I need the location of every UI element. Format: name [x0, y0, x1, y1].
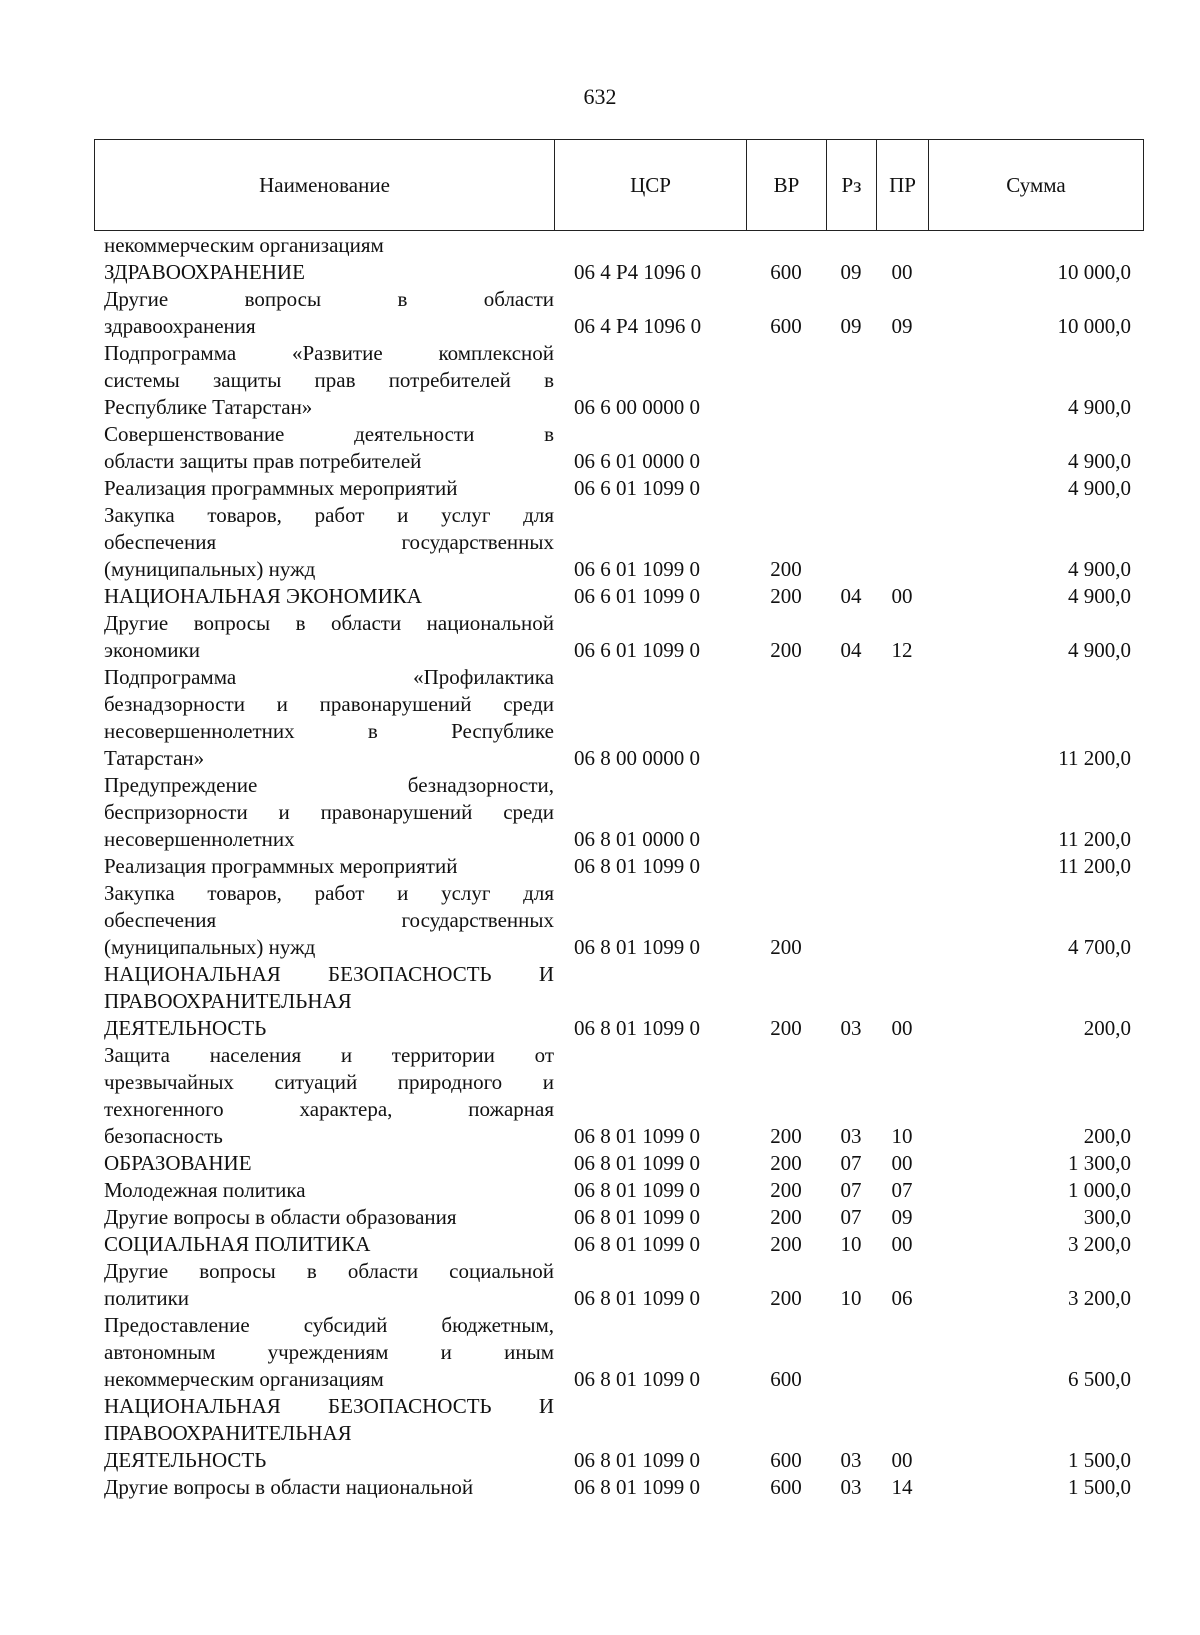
row-rz: 10	[840, 1286, 862, 1310]
row-csr: 06 6 01 1099 0	[574, 584, 700, 608]
row-vr: 200	[770, 1205, 802, 1229]
row-name	[94, 1177, 554, 1204]
row-name-line: системы защиты прав потребителей в	[104, 368, 554, 392]
row-name-line: некоммерческим организациям	[104, 1367, 384, 1391]
row-csr: 06 4 P4 1096 0	[574, 260, 702, 284]
row-csr: 06 4 P4 1096 0	[574, 314, 702, 338]
row-vr: 600	[770, 1367, 802, 1391]
header-vr: ВР	[747, 140, 827, 231]
row-rz: 04	[840, 584, 862, 608]
row-name-line: Защита населения и территории от	[104, 1043, 554, 1067]
row-name	[94, 1042, 554, 1150]
header-sum: Сумма	[929, 140, 1144, 231]
row-sum: 1 500,0	[1068, 1475, 1131, 1499]
row-name-line: ПРАВООХРАНИТЕЛЬНАЯ	[104, 989, 352, 1013]
row-name	[94, 286, 554, 340]
row-sum: 1 000,0	[1068, 1178, 1131, 1202]
row-pr: 00	[891, 584, 913, 608]
row-name	[94, 232, 554, 259]
row-vr: 200	[770, 1286, 802, 1310]
row-name-line: Другие вопросы в области национальной	[104, 611, 554, 635]
row-sum: 200,0	[1083, 1124, 1131, 1148]
row-name	[94, 1204, 554, 1231]
row-name	[94, 1312, 554, 1393]
row-name-line: Предоставление субсидий бюджетным,	[104, 1313, 554, 1337]
row-name-line: Закупка товаров, работ и услуг для	[104, 881, 554, 905]
table-row	[94, 1474, 1143, 1501]
row-pr: 00	[891, 260, 913, 284]
row-name-line: Татарстан»	[104, 746, 205, 770]
row-csr: 06 6 01 1099 0	[574, 476, 700, 500]
row-name-line: обеспечения государственных	[104, 530, 554, 554]
row-name-line: здравоохранения	[104, 314, 256, 338]
row-sum: 4 900,0	[1068, 638, 1131, 662]
row-name-line: Молодежная политика	[104, 1178, 306, 1202]
row-name-line: НАЦИОНАЛЬНАЯ БЕЗОПАСНОСТЬ И	[104, 1394, 554, 1418]
row-name	[94, 1231, 554, 1258]
row-name	[94, 502, 554, 583]
row-pr: 00	[891, 1016, 913, 1040]
row-rz: 07	[840, 1205, 862, 1229]
row-sum: 4 900,0	[1068, 395, 1131, 419]
row-sum: 4 900,0	[1068, 476, 1131, 500]
row-csr: 06 8 01 1099 0	[574, 1232, 700, 1256]
row-csr: 06 8 01 1099 0	[574, 1205, 700, 1229]
row-csr: 06 6 00 0000 0	[574, 395, 700, 419]
row-name-line: обеспечения государственных	[104, 908, 554, 932]
row-name-line: (муниципальных) нужд	[104, 557, 316, 581]
row-sum: 3 200,0	[1068, 1286, 1131, 1310]
row-csr: 06 8 01 1099 0	[574, 935, 700, 959]
row-name-line: беспризорности и правонарушений среди	[104, 800, 554, 824]
row-name	[94, 1150, 554, 1177]
table-row	[94, 880, 1143, 961]
row-name	[94, 1474, 554, 1501]
row-csr: 06 6 01 0000 0	[574, 449, 700, 473]
header-name: Наименование	[95, 140, 555, 231]
row-name-line: несовершеннолетних	[104, 827, 295, 851]
row-name-line: некоммерческим организациям	[104, 233, 384, 257]
row-pr: 07	[891, 1178, 913, 1202]
row-sum: 4 900,0	[1068, 557, 1131, 581]
row-rz: 07	[840, 1178, 862, 1202]
row-name-line: ЗДРАВООХРАНЕНИЕ	[104, 260, 305, 284]
table-row	[94, 1393, 1143, 1474]
row-sum: 3 200,0	[1068, 1232, 1131, 1256]
row-name	[94, 475, 554, 502]
row-csr: 06 8 01 1099 0	[574, 854, 700, 878]
row-name-line: безопасность	[104, 1124, 223, 1148]
row-sum: 11 200,0	[1058, 854, 1131, 878]
row-name-line: Предупреждение безнадзорности,	[104, 773, 554, 797]
row-csr: 06 8 01 1099 0	[574, 1178, 700, 1202]
row-name-line: Совершенствование деятельности в	[104, 422, 554, 446]
row-vr: 600	[770, 260, 802, 284]
row-pr: 00	[891, 1448, 913, 1472]
row-pr: 12	[891, 638, 913, 662]
row-pr: 10	[891, 1124, 913, 1148]
row-sum: 10 000,0	[1057, 314, 1131, 338]
row-rz: 03	[840, 1448, 862, 1472]
row-sum: 1 500,0	[1068, 1448, 1131, 1472]
row-rz: 10	[840, 1232, 862, 1256]
row-vr: 200	[770, 1016, 802, 1040]
row-rz: 09	[840, 314, 862, 338]
row-vr: 200	[770, 584, 802, 608]
table-row	[94, 232, 1143, 259]
row-sum: 1 300,0	[1068, 1151, 1131, 1175]
table-row	[94, 1204, 1143, 1231]
row-name-line: ОБРАЗОВАНИЕ	[104, 1151, 252, 1175]
row-pr: 09	[891, 314, 913, 338]
row-name-line: политики	[104, 1286, 190, 1310]
row-csr: 06 8 01 0000 0	[574, 827, 700, 851]
row-sum: 200,0	[1083, 1016, 1131, 1040]
table-row	[94, 259, 1143, 286]
row-rz: 03	[840, 1124, 862, 1148]
row-sum: 10 000,0	[1057, 260, 1131, 284]
row-sum: 4 700,0	[1068, 935, 1131, 959]
row-name-line: Реализация программных мероприятий	[104, 476, 458, 500]
row-name	[94, 340, 554, 421]
table-row	[94, 664, 1143, 772]
row-name	[94, 961, 554, 1042]
table-row	[94, 1177, 1143, 1204]
row-sum: 6 500,0	[1068, 1367, 1131, 1391]
table-row	[94, 853, 1143, 880]
row-name-line: Подпрограмма «Развитие комплексной	[104, 341, 554, 365]
row-csr: 06 8 01 1099 0	[574, 1475, 700, 1499]
table-row	[94, 772, 1143, 853]
row-name	[94, 1258, 554, 1312]
row-name-line: Реализация программных мероприятий	[104, 854, 458, 878]
row-sum: 11 200,0	[1058, 746, 1131, 770]
row-name-line: ПРАВООХРАНИТЕЛЬНАЯ	[104, 1421, 352, 1445]
row-name	[94, 259, 554, 286]
row-csr: 06 6 01 1099 0	[574, 638, 700, 662]
table-row	[94, 1312, 1143, 1393]
row-csr: 06 8 01 1099 0	[574, 1448, 700, 1472]
table-row	[94, 1150, 1143, 1177]
row-vr: 200	[770, 638, 802, 662]
row-rz: 07	[840, 1151, 862, 1175]
table-row	[94, 610, 1143, 664]
row-csr: 06 8 01 1099 0	[574, 1367, 700, 1391]
row-vr: 200	[770, 935, 802, 959]
row-name	[94, 610, 554, 664]
row-rz: 03	[840, 1016, 862, 1040]
row-vr: 600	[770, 1448, 802, 1472]
row-sum: 4 900,0	[1068, 584, 1131, 608]
table-row	[94, 475, 1143, 502]
row-csr: 06 6 01 1099 0	[574, 557, 700, 581]
row-vr: 200	[770, 1232, 802, 1256]
row-name-line: ДЕЯТЕЛЬНОСТЬ	[104, 1448, 267, 1472]
row-name-line: чрезвычайных ситуаций природного и	[104, 1070, 554, 1094]
row-pr: 09	[891, 1205, 913, 1229]
table-row	[94, 1231, 1143, 1258]
row-name	[94, 664, 554, 772]
row-sum: 11 200,0	[1058, 827, 1131, 851]
header-csr: ЦСР	[555, 140, 747, 231]
row-name-line: Подпрограмма «Профилактика	[104, 665, 554, 689]
row-name-line: техногенного характера, пожарная	[104, 1097, 554, 1121]
row-name-line: области защиты прав потребителей	[104, 449, 422, 473]
table-header	[94, 139, 1144, 231]
row-name	[94, 880, 554, 961]
row-name-line: Закупка товаров, работ и услуг для	[104, 503, 554, 527]
row-vr: 200	[770, 1124, 802, 1148]
table-row	[94, 961, 1143, 1042]
row-csr: 06 8 01 1099 0	[574, 1124, 700, 1148]
row-name	[94, 421, 554, 475]
row-name-line: автономным учреждениям и иным	[104, 1340, 554, 1364]
row-name	[94, 583, 554, 610]
row-name-line: несовершеннолетних в Республике	[104, 719, 554, 743]
row-vr: 200	[770, 1151, 802, 1175]
row-pr: 14	[891, 1475, 913, 1499]
row-pr: 00	[891, 1232, 913, 1256]
row-rz: 04	[840, 638, 862, 662]
table-body	[94, 232, 1143, 1501]
row-name-line: Республике Татарстан»	[104, 395, 313, 419]
row-name	[94, 772, 554, 853]
table-row	[94, 421, 1143, 475]
table-row	[94, 1042, 1143, 1150]
row-sum: 300,0	[1083, 1205, 1131, 1229]
row-csr: 06 8 01 1099 0	[574, 1286, 700, 1310]
row-vr: 200	[770, 1178, 802, 1202]
row-name-line: Другие вопросы в области	[104, 287, 554, 311]
row-name	[94, 1393, 554, 1474]
row-sum: 4 900,0	[1068, 449, 1131, 473]
row-csr: 06 8 01 1099 0	[574, 1151, 700, 1175]
table-row	[94, 502, 1143, 583]
row-name-line: безнадзорности и правонарушений среди	[104, 692, 554, 716]
row-csr: 06 8 01 1099 0	[574, 1016, 700, 1040]
row-rz: 09	[840, 260, 862, 284]
row-name-line: СОЦИАЛЬНАЯ ПОЛИТИКА	[104, 1232, 371, 1256]
table-row	[94, 286, 1143, 340]
row-name-line: НАЦИОНАЛЬНАЯ БЕЗОПАСНОСТЬ И	[104, 962, 554, 986]
row-csr: 06 8 00 0000 0	[574, 746, 700, 770]
row-pr: 00	[891, 1151, 913, 1175]
row-name	[94, 853, 554, 880]
row-name-line: Другие вопросы в области социальной	[104, 1259, 554, 1283]
row-name-line: ДЕЯТЕЛЬНОСТЬ	[104, 1016, 267, 1040]
table-row	[94, 340, 1143, 421]
row-vr: 600	[770, 314, 802, 338]
table-row	[94, 1258, 1143, 1312]
row-vr: 200	[770, 557, 802, 581]
row-rz: 03	[840, 1475, 862, 1499]
row-name-line: Другие вопросы в области образования	[104, 1205, 457, 1229]
header-rz: Рз	[827, 140, 877, 231]
row-name-line: (муниципальных) нужд	[104, 935, 316, 959]
table-row	[94, 583, 1143, 610]
header-pr: ПР	[877, 140, 929, 231]
row-pr: 06	[891, 1286, 913, 1310]
row-name-line: экономики	[104, 638, 200, 662]
page-number: 632	[583, 84, 617, 109]
row-name-line: Другие вопросы в области национальной	[104, 1475, 474, 1499]
row-vr: 600	[770, 1475, 802, 1499]
row-name-line: НАЦИОНАЛЬНАЯ ЭКОНОМИКА	[104, 584, 422, 608]
